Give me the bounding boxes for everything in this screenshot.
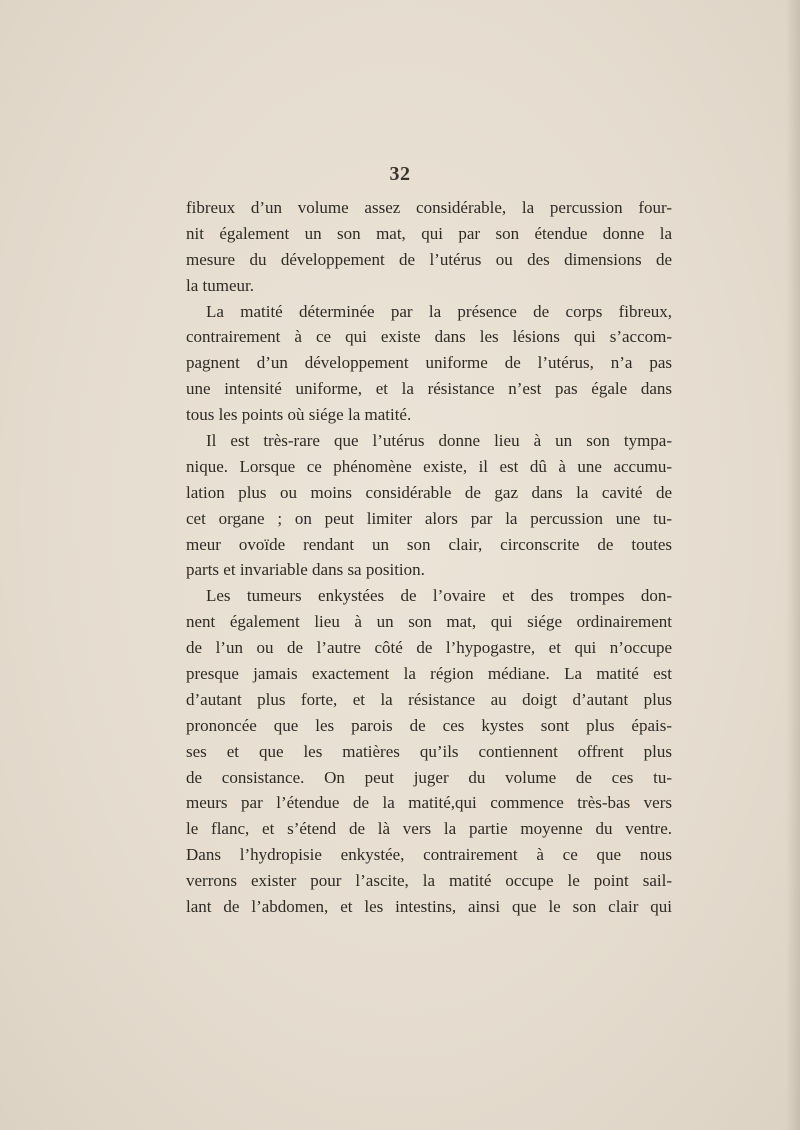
text-line: lation plus ou moins considérable de gaz dans la cavité de (186, 482, 672, 502)
text-line: de consistance. On peut juger du volume de ces tu- (186, 767, 672, 787)
text-line: parts et invariable dans sa position. (186, 560, 425, 580)
text-line: meur ovoïde rendant un son clair, circonscrite de toutes (186, 534, 672, 554)
text-line: mesure du développement de l’utérus ou des dimensions de (186, 249, 672, 269)
text-line: Les tumeurs enkystées de l’ovaire et des trompes don- (206, 586, 672, 606)
text-line: La matité déterminée par la présence de corps fibreux, (206, 301, 672, 321)
text-line: contrairement à ce qui existe dans les lésions qui s’accom- (186, 327, 672, 347)
text-line: lant de l’abdomen, et les intestins, ainsi que le son clair qui (186, 897, 672, 917)
text-line: cet organe ; on peut limiter alors par la percussion une tu- (186, 508, 672, 528)
text-line: la tumeur. (186, 275, 254, 295)
text-line: pagnent d’un développement uniforme de l’utérus, n’a pas (186, 353, 672, 373)
paragraph (186, 195, 672, 299)
page-number: 32 (389, 163, 411, 185)
text-line: verrons exister pour l’ascite, la matité occupe le point sail- (186, 871, 672, 891)
paragraph (186, 428, 672, 583)
body-text (186, 195, 672, 920)
text-line: presque jamais exactement la région médiane. La matité est (186, 664, 672, 684)
text-line: ses et que les matières qu’ils contiennent offrent plus (186, 741, 672, 761)
text-line: nent également lieu à un son mat, qui siége ordinairement (186, 612, 672, 632)
text-line: de l’un ou de l’autre côté de l’hypogastre, et qui n’occupe (186, 638, 672, 658)
text-line: d’autant plus forte, et la résistance au doigt d’autant plus (186, 689, 672, 709)
text-line: fibreux d’un volume assez considérable, la percussion four- (186, 198, 672, 217)
text-line: une intensité uniforme, et la résistance n’est pas égale dans (186, 379, 672, 399)
text-line: prononcée que les parois de ces kystes sont plus épais- (186, 715, 672, 735)
text-line: tous les points où siége la matité. (186, 405, 412, 425)
text-line: nique. Lorsque ce phénomène existe, il est dû à une accumu- (186, 456, 672, 476)
text-line: Il est très-rare que l’utérus donne lieu à un son tympa- (206, 431, 672, 451)
text-line: Dans l’hydropisie enkystée, contrairement à ce que nous (186, 845, 672, 865)
paragraph (186, 583, 672, 920)
text-line: le flanc, et s’étend de là vers la partie moyenne du ventre. (186, 819, 672, 839)
paragraph (186, 299, 672, 428)
text-line: nit également un son mat, qui par son étendue donne la (186, 223, 672, 243)
text-line: meurs par l’étendue de la matité,qui commence très-bas vers (186, 793, 672, 813)
